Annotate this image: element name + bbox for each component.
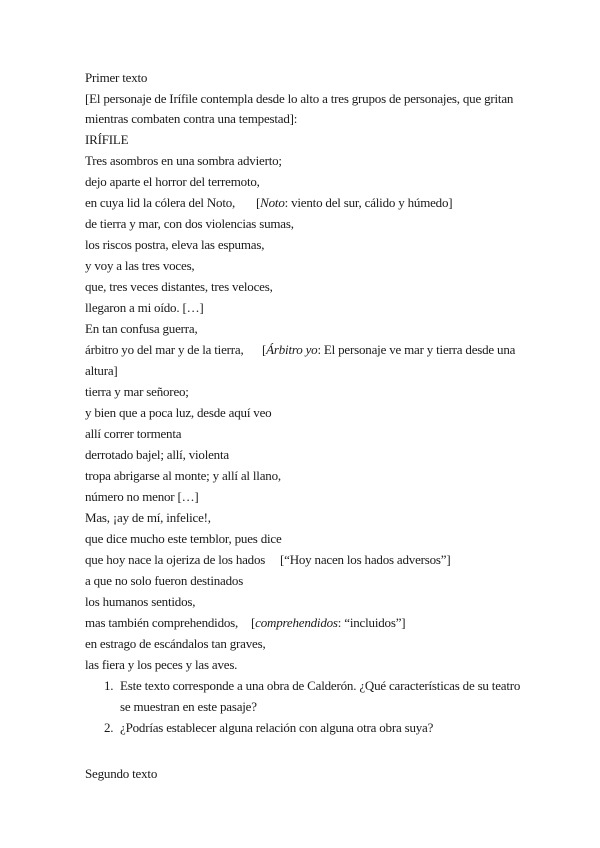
question-number: 1. [104, 678, 114, 693]
question-text: ¿Podrías establecer alguna relación con alguna otra obra suya? [120, 720, 434, 735]
gloss-hados: [“Hoy nacen los hados adversos”] [280, 552, 451, 567]
verse-line: y voy a las tres voces, [85, 258, 195, 273]
gloss-comprehendidos: [comprehendidos: “incluidos”] [251, 615, 406, 630]
verse-line: dejo aparte el horror del terremoto, [85, 174, 260, 189]
question-text: Este texto corresponde a una obra de Calderón. ¿Qué características de su teatro [120, 678, 521, 693]
verse-line: allí correr tormenta [85, 426, 182, 441]
gloss-term: comprehendidos [255, 615, 338, 630]
verse-line: Tres asombros en una sombra advierto; [85, 153, 282, 168]
verse-line: que hoy nace la ojeriza de los hados [85, 552, 266, 567]
heading-first-text: Primer texto [85, 70, 148, 85]
gloss-text: : viento del sur, cálido y húmedo] [284, 195, 453, 210]
verse-line: derrotado bajel; allí, violenta [85, 447, 229, 462]
verse-line: llegaron a mi oído. […] [85, 300, 204, 315]
heading-second-text: Segundo texto [85, 766, 158, 781]
gloss-arbitro: [Árbitro yo: El personaje ve mar y tierra desde una [262, 342, 516, 357]
verse-line: árbitro yo del mar y de la tierra, [85, 342, 244, 357]
verse-line: número no menor […] [85, 489, 199, 504]
verse-line: Mas, ¡ay de mí, infelice!, [85, 510, 211, 525]
verse-line: a que no solo fueron destinados [85, 573, 244, 588]
gloss-noto: [Noto: viento del sur, cálido y húmedo] [256, 195, 453, 210]
verse-line: que, tres veces distantes, tres veloces, [85, 279, 273, 294]
verse-line: en estrago de escándalos tan graves, [85, 636, 266, 651]
question-number: 2. [104, 720, 114, 735]
verse-line: En tan confusa guerra, [85, 321, 198, 336]
verse-line: de tierra y mar, con dos violencias sumas, [85, 216, 294, 231]
verse-line: los humanos sentidos, [85, 594, 196, 609]
gloss-term: Noto [260, 195, 285, 210]
speaker-name: IRÍFILE [85, 132, 129, 147]
verse-line: los riscos postra, eleva las espumas, [85, 237, 265, 252]
verse-line: las fiera y los peces y las aves. [85, 657, 238, 672]
gloss-term: Árbitro yo [266, 342, 318, 357]
intro-line-2: mientras combaten contra una tempestad]: [85, 111, 298, 126]
gloss-text: : El personaje ve mar y tierra desde una [317, 342, 516, 357]
gloss-continuation: altura] [85, 363, 118, 378]
verse-line: en cuya lid la cólera del Noto, [85, 195, 236, 210]
verse-line: y bien que a poca luz, desde aquí veo [85, 405, 272, 420]
question-text: se muestran en este pasaje? [120, 699, 257, 714]
gloss-text: : “incluidos”] [337, 615, 406, 630]
verse-line: tierra y mar señoreo; [85, 384, 189, 399]
intro-line-1: [El personaje de Irífile contempla desde lo alto a tres grupos de personajes, que gritan [85, 91, 514, 106]
verse-line: mas también comprehendidos, [85, 615, 239, 630]
verse-line: que dice mucho este temblor, pues dice [85, 531, 282, 546]
verse-line: tropa abrigarse al monte; y allí al llano, [85, 468, 281, 483]
